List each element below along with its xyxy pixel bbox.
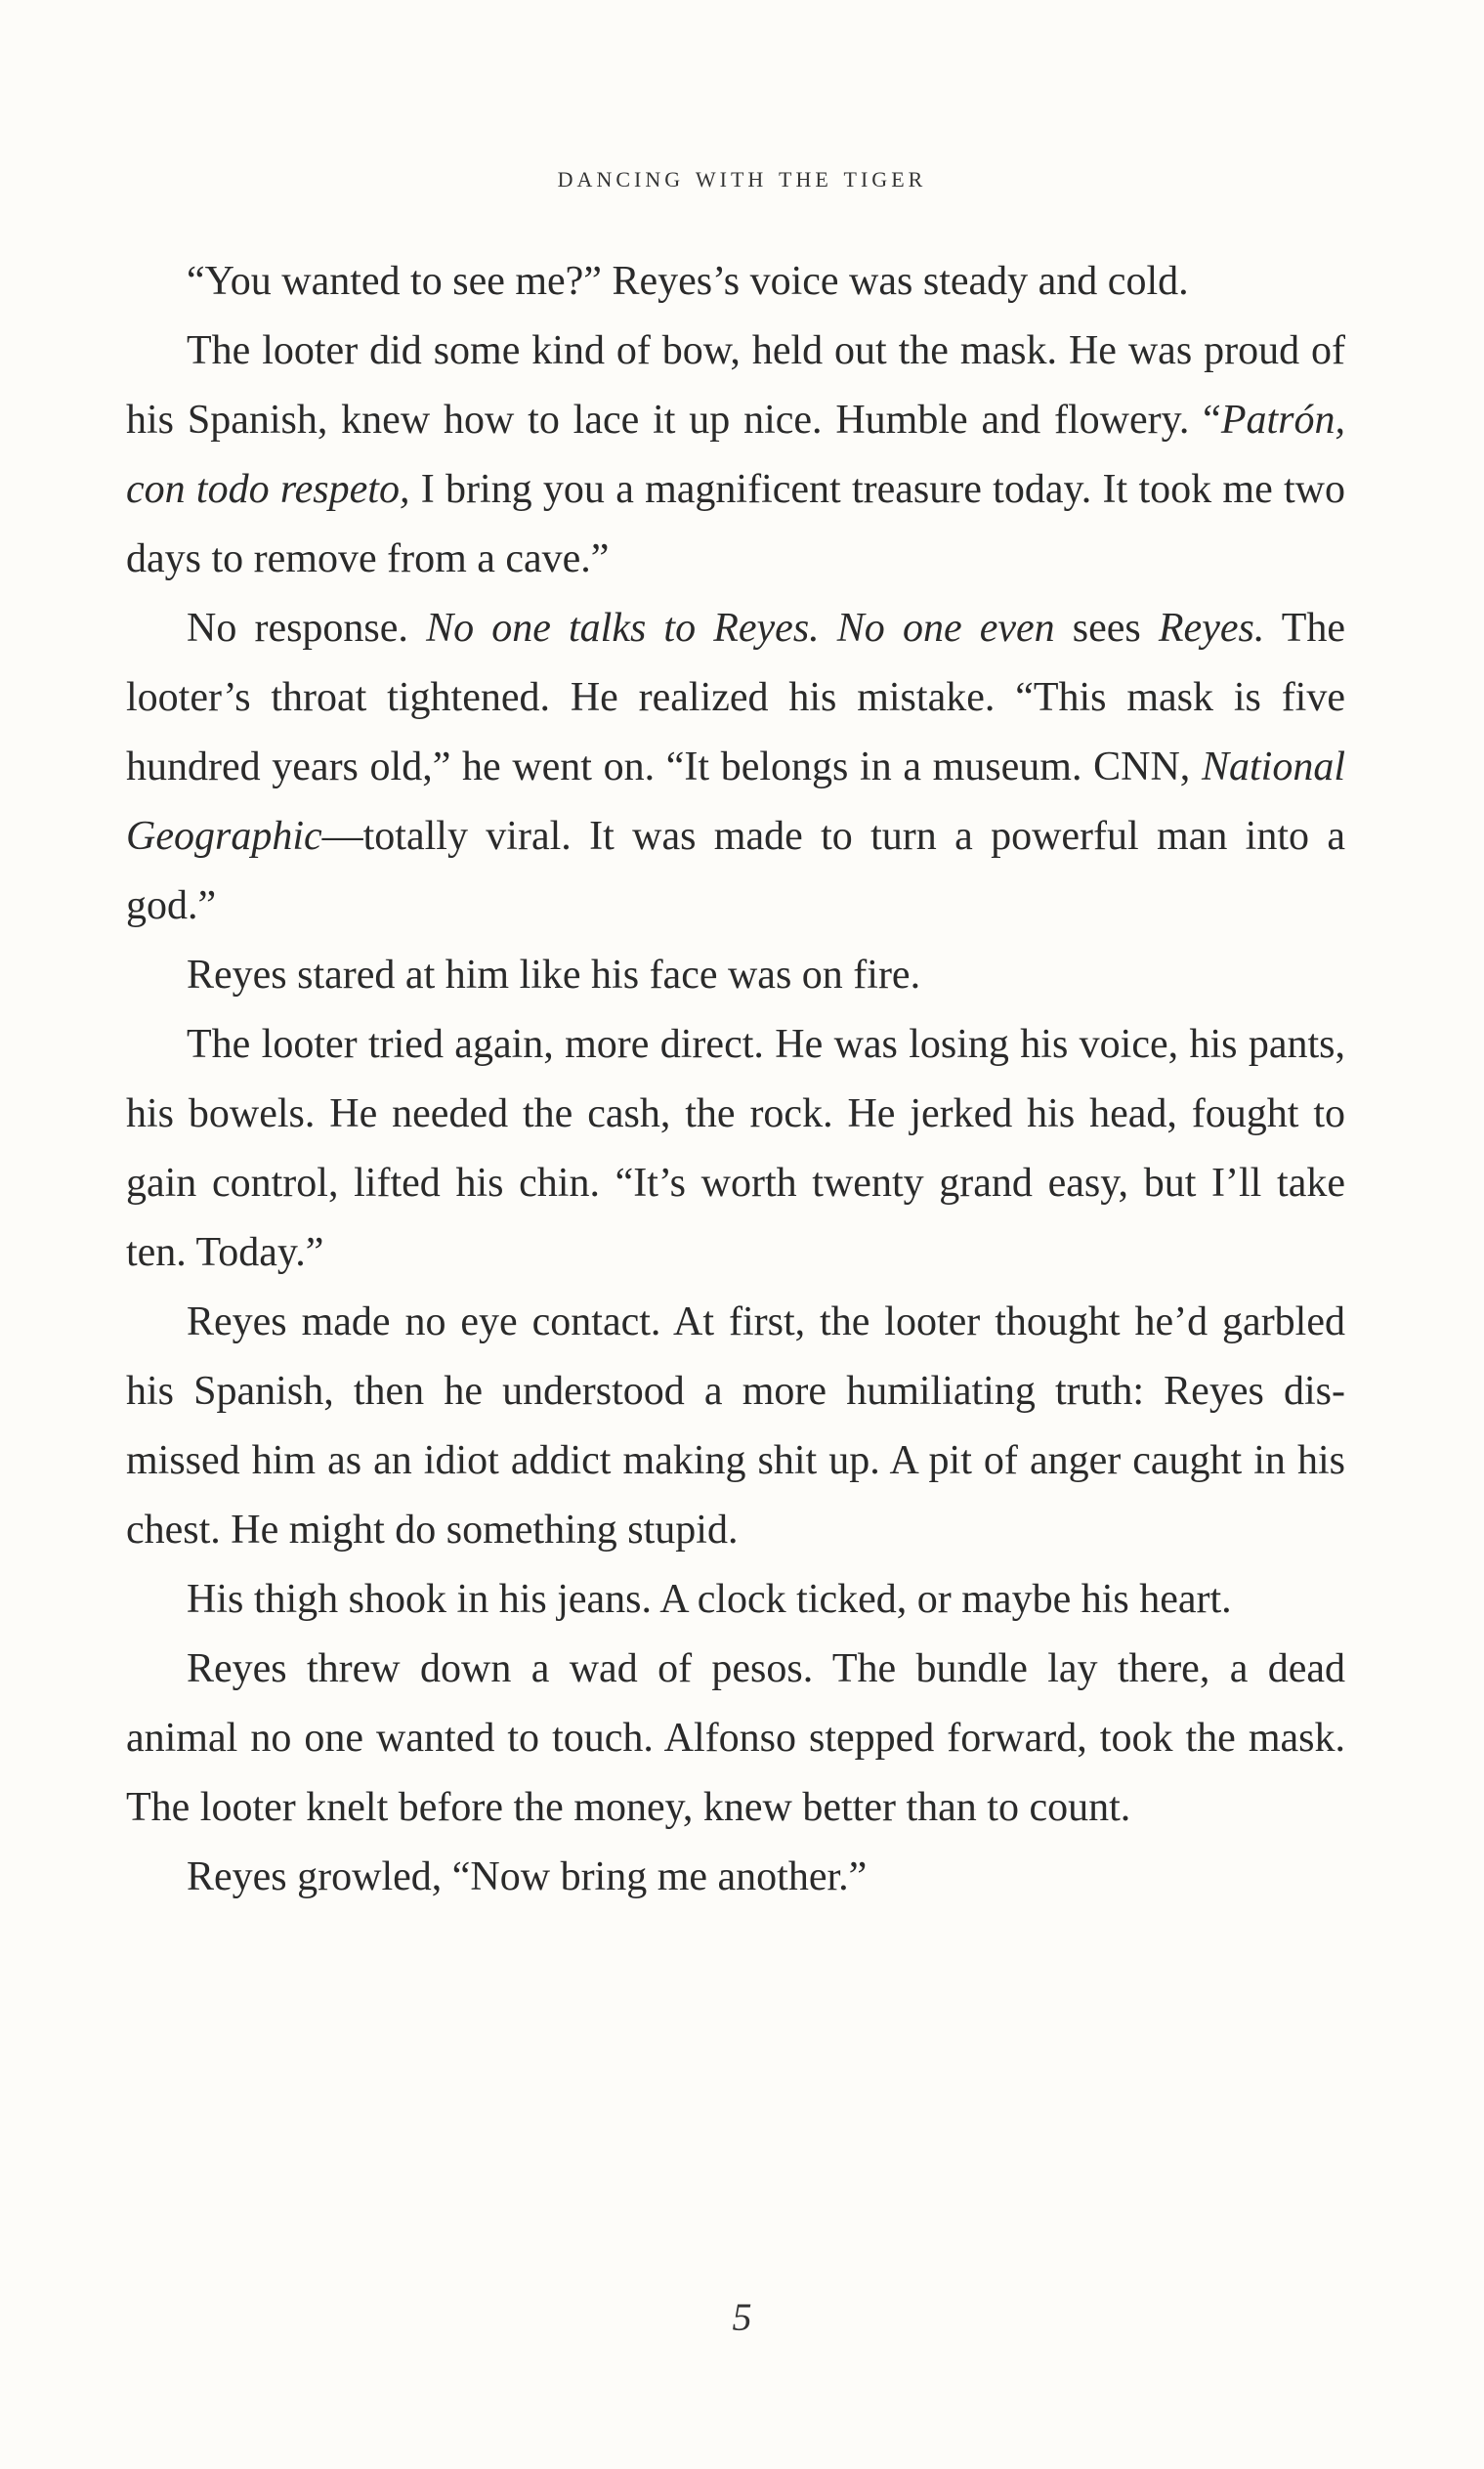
text-run: —totally viral. It was made to turn a powerful man into a god.” bbox=[126, 814, 1345, 928]
text-run: Reyes threw down a wad of pesos. The bundle lay there, a dead animal no one wanted to touch. Alfonso stepped forward, took the mask. The looter knelt before the money, knew better than to count. bbox=[126, 1646, 1345, 1830]
paragraph bbox=[126, 247, 1345, 317]
text-run: No response. bbox=[187, 606, 427, 651]
italic-run: Patrón, con todo respeto, bbox=[126, 398, 1345, 512]
paragraph bbox=[126, 1843, 1345, 1912]
italic-run: No one talks to Reyes. No one even bbox=[426, 606, 1055, 651]
text-run: sees bbox=[1054, 606, 1159, 651]
italic-run: Reyes. bbox=[1158, 606, 1265, 651]
text-run: “You wanted to see me?” Reyes’s voice was steady and cold. bbox=[187, 259, 1189, 304]
body-text bbox=[126, 247, 1345, 1912]
paragraph bbox=[126, 941, 1345, 1010]
text-run: I bring you a magnificent treasure today. It took me two days to remove from a cave.” bbox=[126, 467, 1345, 581]
text-run: The looter’s throat tightened. He realized his mistake. “This mask is five hundred years old,” he went on. “It belongs in a museum. CNN, bbox=[126, 606, 1345, 789]
text-run: The looter tried again, more direct. He was losing his voice, his pants, his bowels. He needed the cash, the rock. He jerked his head, fought to gain control, lifted his chin. “It’s worth twenty grand easy, but I’ll take ten. Today.” bbox=[126, 1022, 1345, 1275]
text-run: Reyes growled, “Now bring me another.” bbox=[187, 1854, 868, 1899]
text-run: Reyes stared at him like his face was on fire. bbox=[187, 953, 921, 998]
text-run: The looter did some kind of bow, held out the mask. He was proud of his Spanish, knew how to lace it up nice. Humble and flowery. “ bbox=[126, 328, 1345, 443]
paragraph bbox=[126, 1288, 1345, 1565]
paragraph bbox=[126, 594, 1345, 941]
text-run: His thigh shook in his jeans. A clock ticked, or maybe his heart. bbox=[187, 1577, 1232, 1622]
italic-run: National Geographic bbox=[126, 745, 1345, 859]
running-head: dancing with the tiger bbox=[557, 159, 927, 193]
text-run: Reyes made no eye contact. At first, the looter thought he’d garbled his Spanish, then he understood a more humiliating truth: Reyes dismissed him as an idiot addict making shit up. A pit of anger caught in his chest. He might do something stupid. bbox=[126, 1299, 1345, 1553]
paragraph bbox=[126, 1565, 1345, 1635]
paragraph bbox=[126, 1010, 1345, 1288]
paragraph bbox=[126, 1635, 1345, 1843]
page-number: 5 bbox=[732, 2295, 752, 2339]
paragraph bbox=[126, 317, 1345, 594]
